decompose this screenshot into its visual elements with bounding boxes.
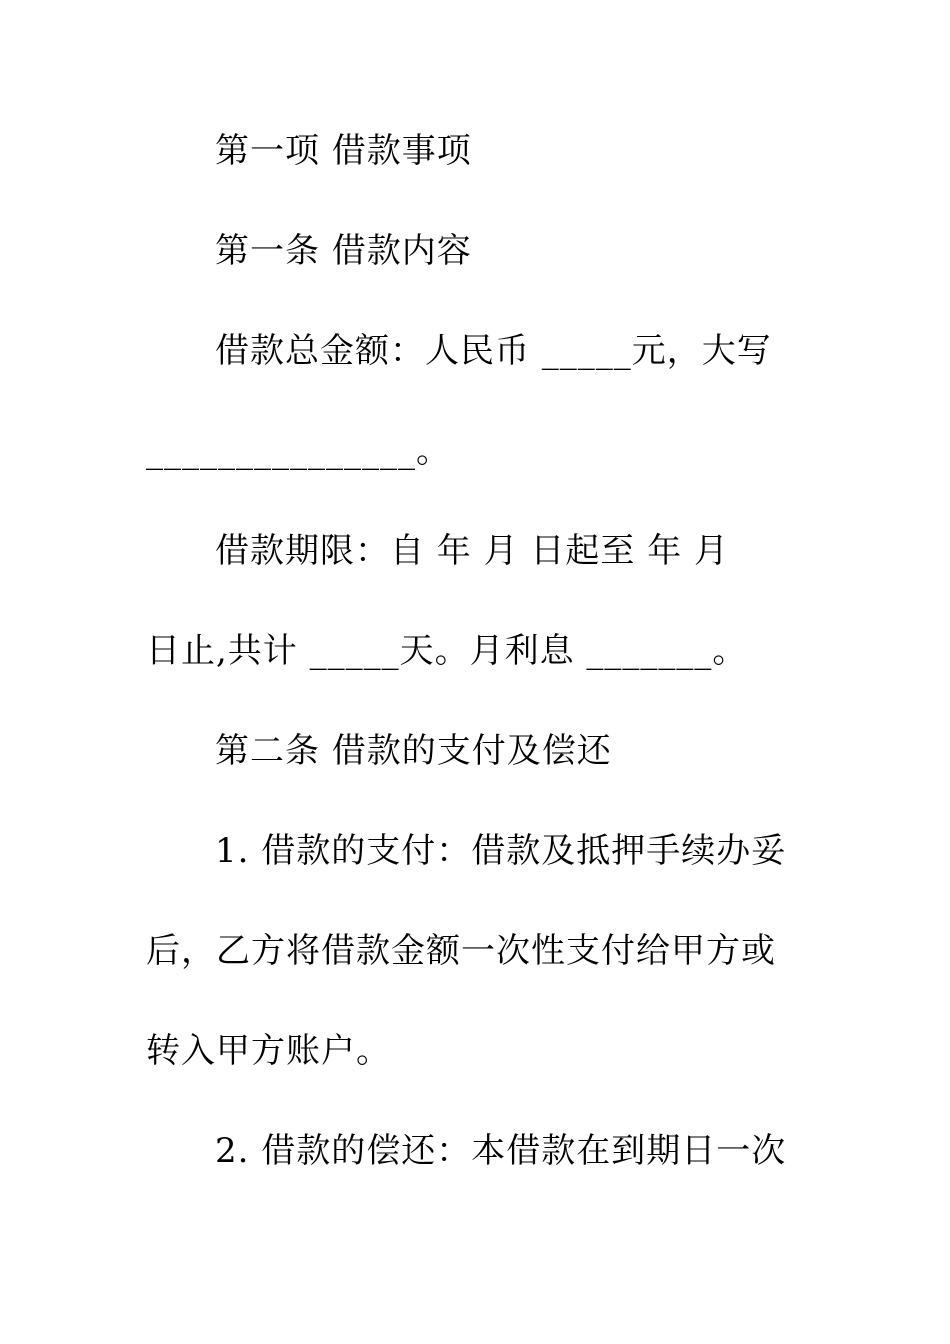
paragraph-line: 1. 借款的支付：借款及抵押手续办妥 [215, 831, 787, 871]
paragraph-line: 后，乙方将借款金额一次性支付给甲方或 [146, 931, 776, 971]
section-heading: 第一项 借款事项 [215, 131, 472, 171]
article-heading: 第二条 借款的支付及偿还 [215, 731, 612, 771]
paragraph-line: 转入甲方账户。 [146, 1031, 391, 1071]
paragraph-line: 日止,共计 _____天。月利息 _______。 [146, 631, 748, 671]
paragraph-line: _______________。 [146, 431, 451, 471]
paragraph-line: 借款期限：自 年 月 日起至 年 月 [215, 531, 730, 571]
article-heading: 第一条 借款内容 [215, 231, 472, 271]
paragraph-line: 借款总金额：人民币 _____元，大写 [215, 331, 772, 371]
paragraph-line: 2. 借款的偿还：本借款在到期日一次 [215, 1131, 787, 1171]
